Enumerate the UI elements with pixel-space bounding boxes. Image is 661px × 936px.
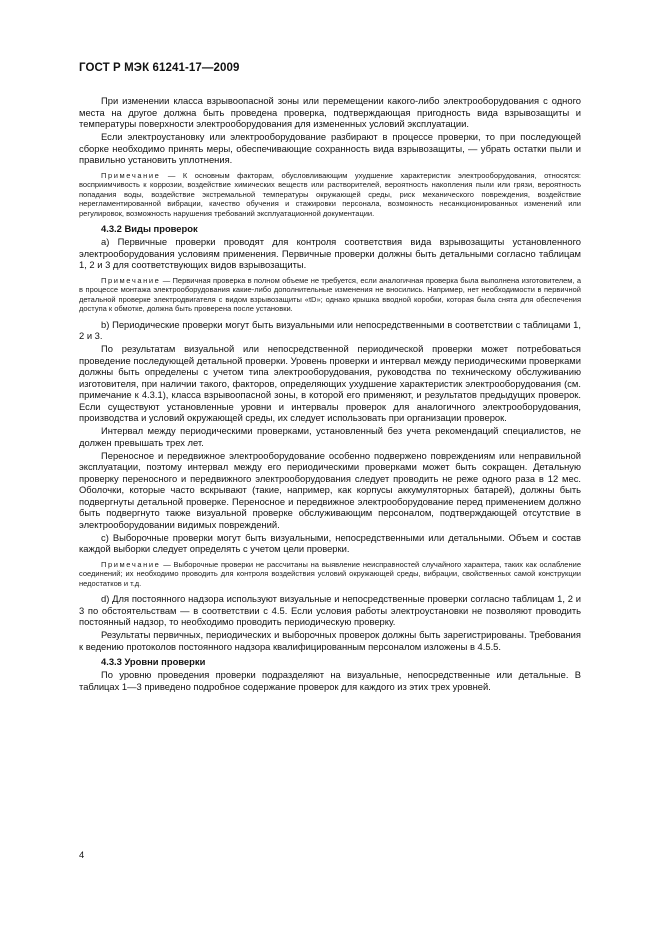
note-label: Примечание — [101, 559, 161, 569]
body-paragraph: По уровню проведения проверки подразделяют на визуальные, непосредственные или детальные. В таблицах 1—3 приведено подробное содержание проверок для каждого из этих трех уровней. — [79, 669, 581, 692]
document-header: ГОСТ Р МЭК 61241-17—2009 — [79, 62, 240, 74]
section-heading: 4.3.2 Виды проверок — [101, 223, 198, 234]
note-paragraph — [79, 171, 581, 219]
note-paragraph — [79, 276, 581, 314]
note-paragraph — [79, 560, 581, 589]
note-text: — Первичная проверка в полном объеме не требуется, если аналогичная проверка была выполнена изготовителем, а в процессе монтажа электрооборудования какие-либо дополнительные изменения не вносились. Например, нет необходимости в первичной детальной проверке электродвигателя с видом взрывозащиты «tD»; однако крышка вводной коробки, которая была снята для обеспечения доступа к обмотке, должна быть проверена после установки. — [79, 275, 582, 313]
note-label: Примечание — [101, 170, 161, 180]
note-text: — Выборочные проверки не рассчитаны на выявление неисправностей случайного характера, таких как ослабление соединений; их необходимо проводить для контроля воздействия условий окружающей среды, вибрации, свойственных самой конструкции недостатков и т.д. — [79, 559, 581, 588]
body-paragraph: b) Периодические проверки могут быть визуальными или непосредственными в соответствии с таблицами 1, 2 и 3. — [79, 318, 581, 341]
section-heading: 4.3.3 Уровни проверки — [101, 656, 206, 667]
body-paragraph: d) Для постоянного надзора используют визуальные и непосредственные проверки согласно таблицам 1, 2 и 3 по обстоятельствам — в соответствии с 4.5. Если условия работы электроустановки не позволяют проводить постоянный надзор, то необходимо проводить периодическую проверку. — [79, 593, 581, 627]
body-paragraph: а) Первичные проверки проводят для контроля соответствия вида взрывозащиты установленного электрооборудования условиям применения. Первичные проверки должны быть детальными согласно таблицам 1, 2 и 3 для соответствующих видов взрывозащиты. — [79, 236, 581, 270]
body-paragraph: с) Выборочные проверки могут быть визуальными, непосредственными или детальными. Объем и состав каждой выборки следует определять с учетом цели проверки. — [79, 531, 581, 554]
body-paragraph: Если электроустановку или электрооборудование разбирают в процессе проверки, то при последующей сборке необходимо принять меры, обеспечивающие сохранность вида взрывозащиты, — убрать остатки пыли и правильно установить уплотнения. — [79, 131, 581, 165]
note-label: Примечание — [101, 275, 161, 285]
note-text: — К основным факторам, обусловливающим ухудшение характеристик электрооборудования, относятся: восприимчивость к коррозии, воздействие химических веществ или растворителей, вероятность накопления пыли или грязи, вероятность попадания воды, воздействие экстремальной температуры окружающей среды, риск механического повреждения, воздействие нерегламентированной вибрации, качество обучения и стажировки персонала, возможность несанкционированных изменений или регулировок, возможность нарушения требований эксплуатационной документации. — [79, 170, 581, 218]
document-body — [79, 95, 581, 694]
body-paragraph: Переносное и передвижное электрооборудование особенно подвержено повреждениям или неправильной эксплуатации, поэтому интервал между его периодическими проверками может быть сокращен. Детальную проверку переносного и передвижного электрооборудования следует проводить не реже одного раза в 12 мес. Оболочки, которые часто вскрывают (такие, например, как корпусы аккумуляторных батарей), должны быть подвергнуты детальной проверке. Переносное и передвижное электрооборудование перед применением должно быть подвергнуто также визуальной проверке обслуживающим персоналом, подтверждающей отсутствие в электрооборудовании видимых повреждений. — [79, 449, 581, 530]
body-paragraph: По результатам визуальной или непосредственной периодической проверки может потребоваться проведение последующей детальной проверки. Уровень проверки и интервал между периодическими проверками должны быть определены с учетом типа электрооборудования, руководства по техническому обслуживанию изготовителя, при наличии такого, факторов, определяющих ухудшение характеристик электрооборудования (см. примечание к 4.3.1), класса взрывоопасной зоны, в которой его применяют, и результатов предыдущих проверок. Если существуют установленные уровни и интервалы проверок для аналогичного электрооборудования, производства и условий окружающей среды, их следует использовать при организации проверок. — [79, 343, 581, 423]
body-paragraph: При изменении класса взрывоопасной зоны или перемещении какого-либо электрооборудования с одного места на другое должна быть проведена проверка, подтверждающая пригодность вида взрывозащиты и температуры поверхности электрооборудования для измененных условий эксплуатации. — [79, 95, 581, 129]
body-paragraph: Интервал между периодическими проверками, установленный без учета рекомендаций специалистов, не должен превышать трех лет. — [79, 425, 581, 448]
body-paragraph: Результаты первичных, периодических и выборочных проверок должны быть зарегистрированы. Требования к ведению протоколов постоянного надзора квалифицированным персоналом изложены в 4.5.5. — [79, 629, 581, 652]
page-number: 4 — [79, 849, 85, 860]
